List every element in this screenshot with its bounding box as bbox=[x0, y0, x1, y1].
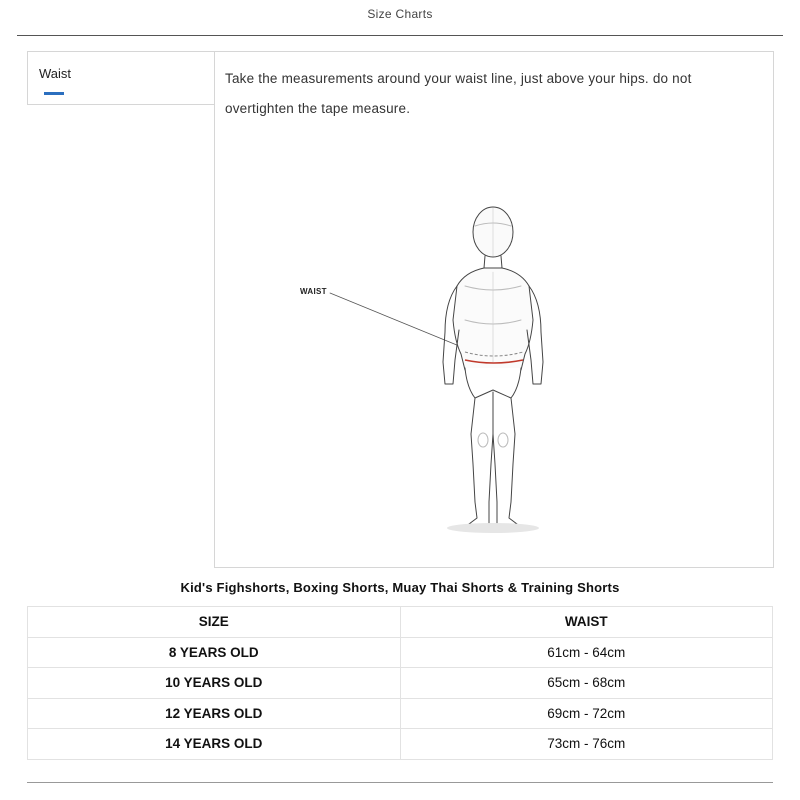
child-body-measurement-illustration bbox=[295, 202, 555, 542]
waist-cell: 73cm - 76cm bbox=[400, 729, 773, 760]
size-cell: 8 YEARS OLD bbox=[28, 637, 401, 668]
size-table bbox=[27, 606, 773, 760]
tab-waist[interactable] bbox=[28, 52, 215, 105]
measurement-description: Take the measurements around your waist line, just above your hips. do not overtighten the tape measure. bbox=[225, 71, 692, 116]
header-divider bbox=[17, 35, 783, 36]
size-cell: 14 YEARS OLD bbox=[28, 729, 401, 760]
active-tab-indicator bbox=[44, 92, 64, 95]
table-row bbox=[28, 698, 773, 729]
waist-cell: 69cm - 72cm bbox=[400, 698, 773, 729]
page-title: Size Charts bbox=[367, 7, 433, 21]
measurement-panel bbox=[214, 51, 774, 568]
size-cell: 10 YEARS OLD bbox=[28, 668, 401, 699]
table-row bbox=[28, 729, 773, 760]
waist-cell: 61cm - 64cm bbox=[400, 637, 773, 668]
table-row bbox=[28, 637, 773, 668]
size-cell: 12 YEARS OLD bbox=[28, 698, 401, 729]
table-row bbox=[28, 668, 773, 699]
measurement-tabs bbox=[27, 51, 215, 105]
waist-column-header: WAIST bbox=[400, 607, 773, 638]
waist-callout-label: WAIST bbox=[300, 287, 327, 296]
size-table-title: Kid's Fighshorts, Boxing Shorts, Muay Thai Shorts & Training Shorts bbox=[180, 580, 620, 595]
size-column-header: SIZE bbox=[28, 607, 401, 638]
page-header bbox=[0, 0, 800, 30]
child-figure-svg bbox=[295, 202, 555, 542]
tab-waist-label: Waist bbox=[39, 66, 72, 81]
waist-cell: 65cm - 68cm bbox=[400, 668, 773, 699]
footer-divider bbox=[27, 782, 773, 783]
table-header-row bbox=[28, 607, 773, 638]
